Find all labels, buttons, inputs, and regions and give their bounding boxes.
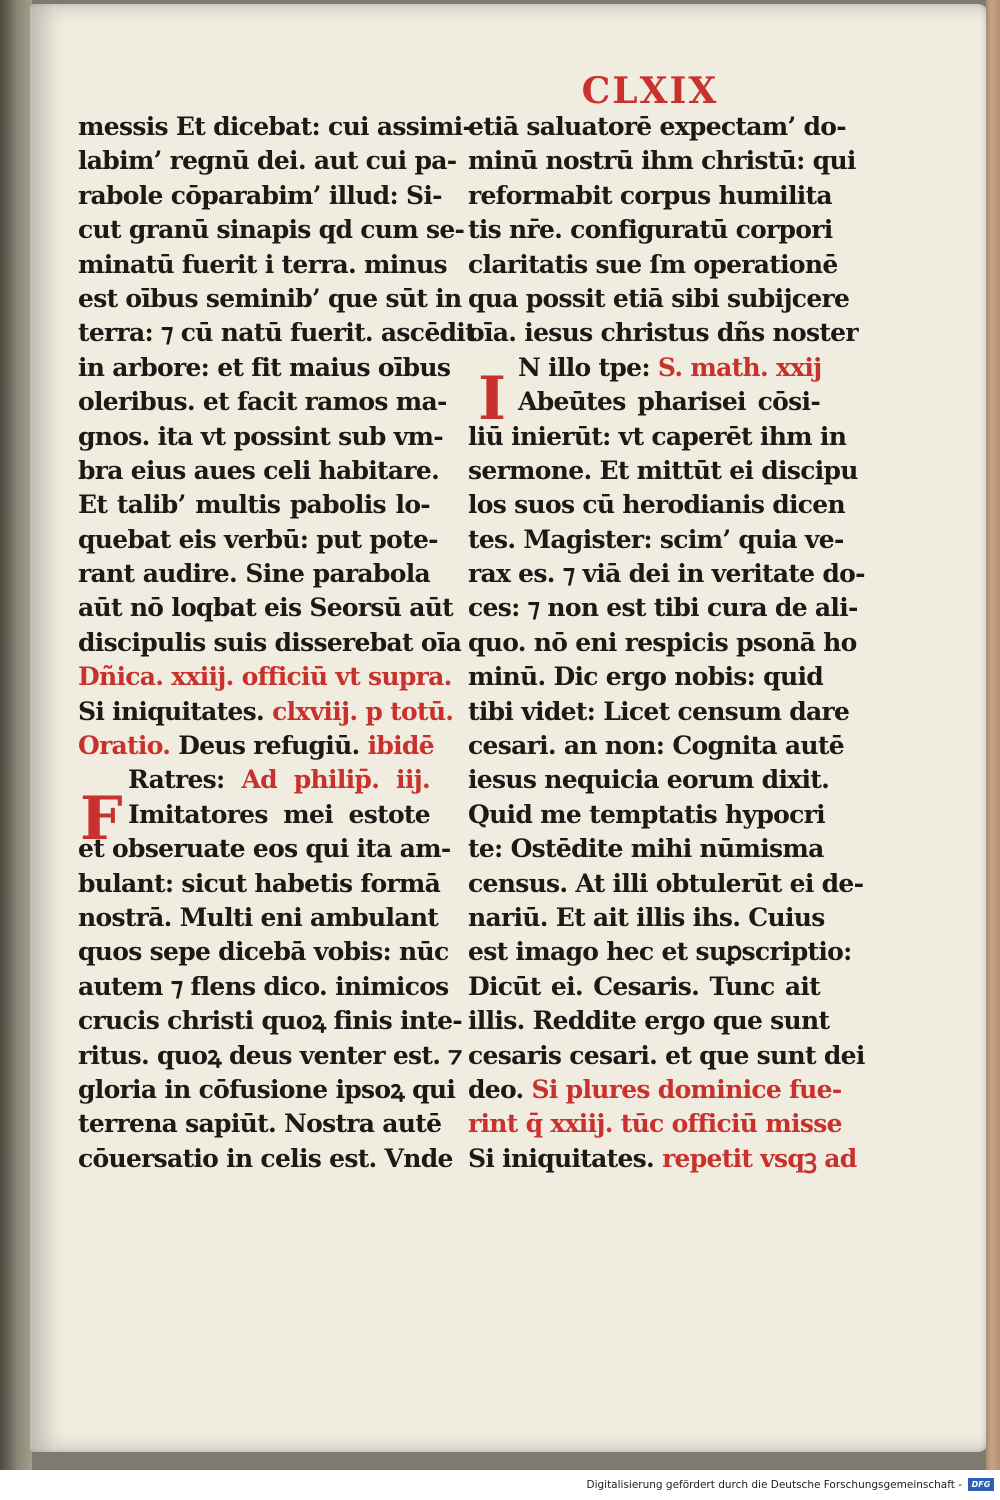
- text-line: [78, 1039, 462, 1073]
- text-line: [468, 144, 856, 178]
- text-run: minatū fuerit i terra. minus: [78, 249, 447, 279]
- text-run: los suos cū herodianis dicen: [468, 490, 845, 520]
- text-line: [78, 1073, 456, 1107]
- text-column-left: [78, 110, 476, 1176]
- text-line: [468, 867, 864, 901]
- text-line: [78, 351, 451, 385]
- text-line: [468, 729, 844, 763]
- text-line: [468, 316, 858, 350]
- text-run: Abeūtes pharisei cōsi-: [518, 387, 820, 417]
- text-line: [468, 1073, 842, 1107]
- text-line: [78, 660, 452, 694]
- text-run: quo. nō eni respicis psonā ho: [468, 627, 857, 657]
- text-line: [78, 626, 462, 660]
- text-run: gloria in cōfusione ipsoꝝ qui: [78, 1074, 456, 1104]
- text-run: in arbore: et fit maius oībus: [78, 352, 451, 382]
- text-line: [468, 1004, 830, 1038]
- text-line: [468, 626, 857, 660]
- text-line: [78, 1107, 442, 1141]
- text-line: [78, 867, 441, 901]
- text-line: [78, 488, 430, 522]
- text-run: Dicūt ei. Cesaris. Tunc ait: [468, 971, 820, 1001]
- text-run: discipulis suis disserebat oīa: [78, 627, 462, 657]
- text-line: [468, 282, 850, 316]
- text-run: tibi videt: Licet censum dare: [468, 696, 850, 726]
- text-line: [78, 798, 430, 832]
- text-line: [78, 385, 447, 419]
- text-run: ritus. quoꝝ deus venter est. ⁊: [78, 1040, 462, 1070]
- text-run: est imago hec et suꝑscriptio:: [468, 937, 852, 967]
- text-run: iesus nequicia eorum dixit.: [468, 765, 830, 795]
- text-run: labim’ regnū dei. aut cui pa-: [78, 146, 457, 176]
- text-run: oleribus. et facit ramos ma-: [78, 387, 447, 417]
- text-line: [468, 1142, 857, 1176]
- text-run: cōuersatio in celis est. Vnde: [78, 1143, 453, 1173]
- text-run: deo.: [468, 1074, 532, 1104]
- text-run: Deus refugiū.: [170, 731, 368, 761]
- text-run: terrena sapiūt. Nostra autē: [78, 1109, 442, 1139]
- text-run: Si iniquitates.: [78, 696, 273, 726]
- text-line: [78, 1142, 453, 1176]
- text-run: liū inierūt: vt caperēt ihm in: [468, 421, 847, 451]
- folio-number: CLXIX: [581, 70, 719, 112]
- text-line: [78, 144, 457, 178]
- text-run: rax es. ⁊ viā dei in veritate do-: [468, 559, 865, 589]
- text-run: census. At illi obtulerūt ei de-: [468, 868, 864, 898]
- text-line: [78, 179, 442, 213]
- text-line: [468, 763, 830, 797]
- text-line: [468, 591, 858, 625]
- text-line: [78, 454, 440, 488]
- rubric-text: S. math. xxij: [657, 352, 822, 382]
- text-line: [468, 935, 852, 969]
- text-line: [78, 110, 473, 144]
- text-line: [468, 385, 820, 419]
- text-run: messis Et dicebat: cui assimi-: [78, 112, 473, 141]
- text-line: [78, 213, 465, 247]
- text-run: rabole cōparabim’ illud: Si-: [78, 180, 442, 210]
- rubric-text: repetit vsqꝫ ad: [662, 1143, 857, 1173]
- text-line: [468, 351, 820, 385]
- funding-credit: Digitalisierung gefördert durch die Deutsche Forschungsgemeinschaft -: [586, 1479, 962, 1491]
- text-run: reformabit corpus humilita: [468, 180, 832, 210]
- text-line: [468, 454, 858, 488]
- text-run: Quid me temptatis hypocri: [468, 799, 825, 829]
- rubric-text: Ad philip̄. iij.: [241, 765, 430, 795]
- text-run: aūt nō loqbat eis Seorsū aūt: [78, 593, 454, 623]
- text-line: [78, 1004, 462, 1038]
- text-line: [468, 179, 832, 213]
- text-run: rant audire. Sine parabola: [78, 559, 430, 589]
- text-run: bulant: sicut habetis formā: [78, 868, 441, 898]
- text-line: [78, 248, 447, 282]
- text-run: Si iniquitates.: [468, 1143, 663, 1173]
- text-line: [468, 213, 833, 247]
- text-line: [468, 110, 846, 144]
- text-line: [468, 1039, 865, 1073]
- text-run: Imitatores mei estote: [128, 799, 430, 829]
- text-column-right: [468, 110, 865, 1176]
- text-run: nostrā. Multi eni ambulant: [78, 902, 439, 932]
- rubric-text: rint q̄ xxiij. tūc officiū misse: [468, 1109, 842, 1139]
- text-line: [78, 970, 449, 1004]
- text-run: terra: ⁊ cū natū fuerit. ascēdit: [78, 318, 476, 348]
- text-line: [468, 1107, 842, 1141]
- text-run: minū nostrū ihm christū: qui: [468, 146, 856, 176]
- text-run: autem ⁊ flens dico. inimicos: [78, 971, 449, 1001]
- rubric-text: clxviij. p totū.: [272, 696, 454, 726]
- text-run: et obseruate eos qui ita am-: [78, 834, 451, 864]
- text-line: [78, 420, 443, 454]
- text-line: [78, 832, 451, 866]
- text-run: bra eius aues celi habitare.: [78, 455, 440, 485]
- text-line: [78, 729, 434, 763]
- rubric-text: Si plures dominice fue-: [531, 1074, 842, 1104]
- rubric-text: Dñica. xxiij. officiū vt supra.: [78, 662, 452, 692]
- text-line: [78, 763, 430, 797]
- text-line: [468, 523, 844, 557]
- text-line: [78, 901, 439, 935]
- text-run: claritatis sue ſm operationē: [468, 249, 838, 279]
- text-line: [468, 488, 845, 522]
- text-run: illis. Reddite ergo que sunt: [468, 1006, 830, 1036]
- dfg-logo: DFG: [968, 1478, 994, 1491]
- text-run: nariū. Et ait illis ihs. Cuius: [468, 902, 825, 932]
- rubric-text: ibidē: [367, 731, 434, 761]
- text-line: [468, 660, 824, 694]
- text-run: Ratres:: [128, 765, 242, 795]
- text-run: Et talib’ multis pabolis lo-: [78, 490, 430, 520]
- text-run: gnos. ita vt possint sub vm-: [78, 421, 443, 451]
- rubricated-initial-right: I: [477, 364, 507, 434]
- text-run: sermone. Et mittūt ei discipu: [468, 455, 858, 485]
- text-line: [468, 901, 825, 935]
- text-run: ces: ⁊ non est tibi cura de ali-: [468, 593, 858, 623]
- text-line: [468, 832, 824, 866]
- text-line: [468, 420, 847, 454]
- text-line: [78, 695, 454, 729]
- text-line: [78, 282, 462, 316]
- page-gutter-shadow: [0, 0, 32, 1470]
- text-run: oīa. iesus christus dñs noster: [468, 318, 858, 348]
- text-run: quos sepe dicebā vobis: nūc: [78, 937, 449, 967]
- text-run: tes. Magister: scim’ quia ve-: [468, 524, 844, 554]
- text-run: etiā saluatorē expectam’ do-: [468, 112, 846, 141]
- rubric-text: Oratio.: [78, 731, 171, 761]
- text-line: [468, 798, 825, 832]
- text-line: [78, 316, 476, 350]
- text-run: est oībus seminib’ que sūt in: [78, 283, 462, 313]
- page-fore-edge: [986, 0, 1000, 1470]
- text-run: te: Ostēdite mihi nūmisma: [468, 834, 824, 864]
- text-line: [78, 591, 454, 625]
- text-line: [78, 935, 449, 969]
- text-line: [468, 970, 820, 1004]
- text-run: N illo tpe:: [518, 352, 658, 382]
- text-line: [468, 695, 850, 729]
- text-run: tis nr̄e. configuratū corpori: [468, 215, 833, 245]
- text-line: [78, 523, 438, 557]
- text-run: minū. Dic ergo nobis: quid: [468, 662, 824, 692]
- text-run: cut granū sinapis qd cum se-: [78, 215, 465, 245]
- text-run: crucis christi quoꝝ finis inte-: [78, 1006, 462, 1036]
- text-run: cesaris cesari. et que sunt dei: [468, 1040, 865, 1070]
- text-run: cesari. an non: Cognita autē: [468, 731, 844, 761]
- text-line: [78, 557, 430, 591]
- text-run: quebat eis verbū: put pote-: [78, 524, 438, 554]
- text-line: [468, 557, 865, 591]
- text-line: [468, 248, 838, 282]
- text-run: qua possit etiā sibi subijcere: [468, 283, 850, 313]
- rubricated-initial-left: F: [80, 784, 123, 854]
